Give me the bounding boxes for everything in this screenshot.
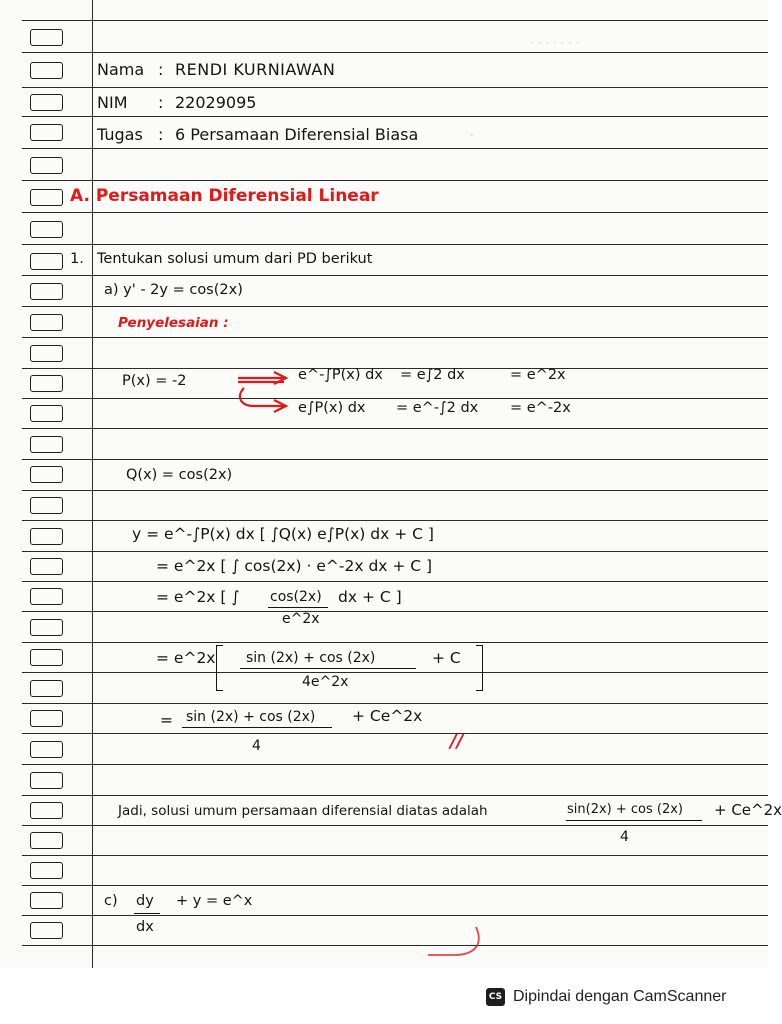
- ruled-line: [22, 885, 768, 886]
- conclusion-tail: + Ce^2x: [714, 801, 782, 819]
- solution-step-4-suffix: + C: [432, 649, 461, 667]
- conclusion-text: Jadi, solusi umum persamaan diferensial diatas adalah: [118, 803, 488, 819]
- nama-separator: :: [158, 60, 164, 79]
- margin-checkbox: [30, 436, 63, 453]
- part-c-label: c): [104, 893, 118, 909]
- ruled-line: [22, 428, 768, 429]
- margin-checkbox: [30, 157, 63, 174]
- ruled-line: [22, 581, 768, 582]
- solution-step-5-suffix: + Ce^2x: [352, 707, 423, 725]
- margin-checkbox: [30, 802, 63, 819]
- bleed-through-mark: ·: [470, 128, 474, 142]
- ruled-line: [22, 855, 768, 856]
- margin-checkbox: [30, 221, 63, 238]
- margin-checkbox: [30, 680, 63, 697]
- part-c-rest: + y = e^x: [176, 893, 253, 909]
- conclusion-numerator: sin(2x) + cos (2x): [567, 802, 684, 817]
- ruled-line: [22, 459, 768, 460]
- margin-checkbox: [30, 253, 63, 270]
- margin-checkbox: [30, 283, 63, 300]
- margin-checkbox: [30, 710, 63, 727]
- margin-checkbox: [30, 466, 63, 483]
- ruled-line: [22, 733, 768, 734]
- ifactor-result-2: = e^-2x: [510, 400, 571, 416]
- margin-checkbox: [30, 832, 63, 849]
- final-answer-mark: //: [450, 731, 464, 752]
- margin-checkbox: [30, 862, 63, 879]
- ruled-line: [22, 642, 768, 643]
- fraction-bar: [240, 668, 416, 669]
- ruled-line: [22, 368, 768, 369]
- margin-checkbox: [30, 314, 63, 331]
- solution-step-1: y = e^-∫P(x) dx [ ∫Q(x) e∫P(x) dx + C ]: [132, 525, 434, 543]
- margin-checkbox: [30, 528, 63, 545]
- solution-step-5-prefix: =: [160, 711, 173, 729]
- ruled-line: [22, 52, 768, 53]
- margin-checkbox: [30, 588, 63, 605]
- margin-checkbox: [30, 62, 63, 79]
- ruled-line: [22, 180, 768, 181]
- margin-checkbox: [30, 189, 63, 206]
- part-c-denominator: dx: [136, 919, 154, 935]
- ifactor-mid-2: = e^-∫2 dx: [396, 400, 479, 416]
- ifactor-expr-1: e^-∫P(x) dx: [298, 367, 383, 383]
- margin-checkbox: [30, 124, 63, 141]
- qx-definition: Q(x) = cos(2x): [126, 467, 233, 483]
- margin-checkbox: [30, 375, 63, 392]
- ifactor-result-1: = e^2x: [510, 367, 566, 383]
- margin-checkbox: [30, 405, 63, 422]
- ruled-line: [22, 212, 768, 213]
- fraction-bar: [182, 727, 332, 728]
- ruled-line: [22, 703, 768, 704]
- bleed-through-mark: · · · · · · ·: [530, 36, 580, 50]
- section-a-heading: A. Persamaan Diferensial Linear: [70, 186, 379, 206]
- ruled-line: [22, 672, 768, 673]
- margin-checkbox: [30, 345, 63, 362]
- part-a-equation: a) y' - 2y = cos(2x): [104, 282, 243, 298]
- red-curve-mark: [424, 925, 490, 961]
- left-bracket: [216, 645, 223, 691]
- tugas-separator: :: [158, 125, 164, 144]
- ifactor-expr-2: e∫P(x) dx: [298, 400, 366, 416]
- margin-checkbox: [30, 94, 63, 111]
- solution-step-4-numerator: sin (2x) + cos (2x): [246, 650, 376, 666]
- camscanner-logo-icon: CS: [486, 988, 505, 1006]
- ruled-line: [22, 337, 768, 338]
- margin-checkbox: [30, 772, 63, 789]
- solution-step-5-numerator: sin (2x) + cos (2x): [186, 709, 316, 725]
- solution-step-4-prefix: = e^2x: [156, 649, 216, 667]
- ruled-line: [22, 116, 768, 117]
- ruled-line: [22, 915, 768, 916]
- solution-step-3-numerator: cos(2x): [270, 589, 322, 605]
- conclusion-denominator: 4: [620, 829, 629, 845]
- ruled-line: [22, 20, 768, 21]
- ruled-line: [22, 795, 768, 796]
- solution-step-2: = e^2x [ ∫ cos(2x) · e^-2x dx + C ]: [156, 557, 433, 575]
- tugas-value: 6 Persamaan Diferensial Biasa: [175, 125, 419, 144]
- camscanner-watermark: [486, 987, 726, 1007]
- fraction-bar: [566, 820, 702, 821]
- ruled-line: [22, 306, 768, 307]
- margin-checkbox: [30, 29, 63, 46]
- margin-checkbox: [30, 497, 63, 514]
- solution-step-3-suffix: dx + C ]: [338, 588, 402, 606]
- margin-checkbox: [30, 619, 63, 636]
- margin-line: [92, 0, 93, 968]
- ruled-line: [22, 611, 768, 612]
- problem-number: 1.: [70, 251, 84, 267]
- ruled-line: [22, 551, 768, 552]
- ruled-line: [22, 398, 768, 399]
- ruled-line: [22, 244, 768, 245]
- ruled-line: [22, 275, 768, 276]
- camscanner-text: Dipindai dengan CamScanner: [513, 988, 727, 1005]
- margin-checkbox: [30, 892, 63, 909]
- ruled-line: [22, 87, 768, 88]
- margin-checkbox: [30, 922, 63, 939]
- ifactor-mid-1: = e∫2 dx: [400, 367, 465, 383]
- nim-label: NIM: [97, 93, 128, 112]
- solution-step-3-denominator: e^2x: [282, 611, 320, 627]
- penyelesaian-heading: Penyelesaian :: [118, 315, 229, 331]
- px-definition: P(x) = -2: [122, 373, 187, 389]
- ruled-line: [22, 945, 768, 946]
- ruled-line: [22, 520, 768, 521]
- ruled-line: [22, 490, 768, 491]
- fraction-bar: [268, 607, 328, 608]
- margin-checkbox: [30, 741, 63, 758]
- problem-instruction: Tentukan solusi umum dari PD berikut: [97, 251, 373, 267]
- nim-separator: :: [158, 93, 164, 112]
- ruled-line: [22, 764, 768, 765]
- margin-checkbox: [30, 649, 63, 666]
- margin-checkbox: [30, 558, 63, 575]
- nim-value: 22029095: [175, 93, 257, 112]
- solution-step-4-denominator: 4e^2x: [302, 674, 349, 690]
- solution-step-3-prefix: = e^2x [ ∫: [156, 588, 240, 606]
- fraction-bar: [134, 913, 160, 914]
- solution-step-5-denominator: 4: [252, 738, 261, 754]
- part-c-numerator: dy: [136, 893, 154, 909]
- tugas-label: Tugas: [97, 125, 143, 144]
- ruled-line: [22, 825, 768, 826]
- right-bracket: [476, 645, 483, 691]
- nama-value: RENDI KURNIAWAN: [175, 60, 336, 79]
- red-arrows-icon: [234, 366, 294, 412]
- nama-label: Nama: [97, 60, 145, 79]
- ruled-line: [22, 148, 768, 149]
